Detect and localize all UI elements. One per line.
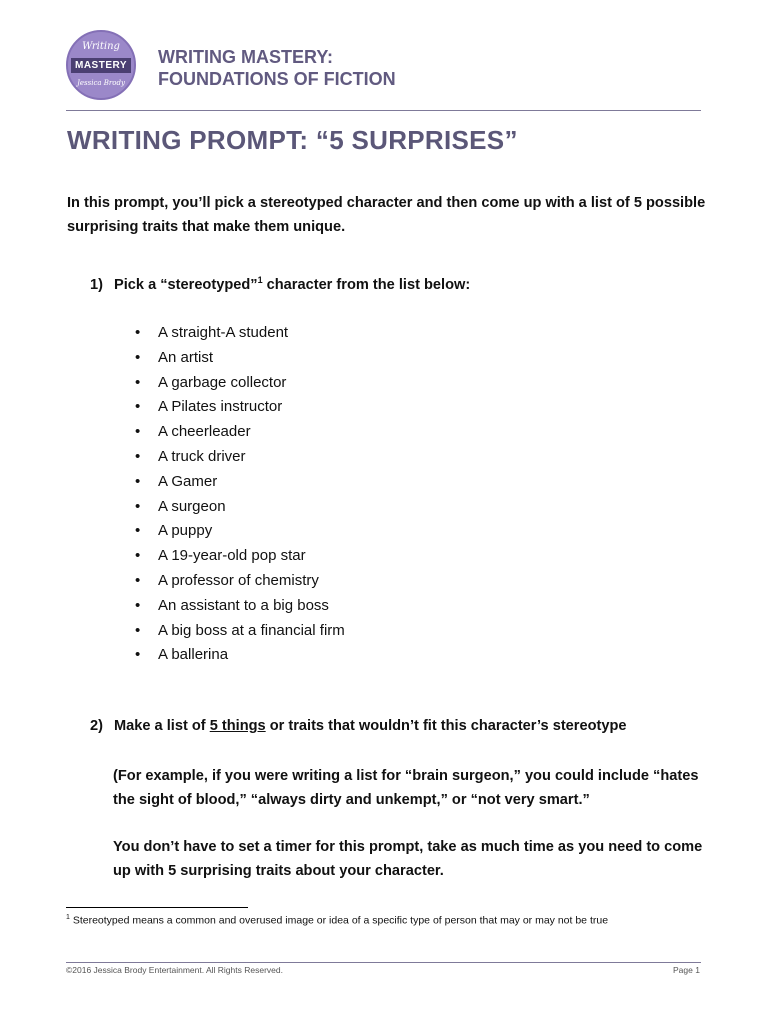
logo-author-text: Jessica Brody [77,79,125,87]
character-list-item [135,395,345,420]
character-label: An assistant to a big boss [158,596,329,614]
bullet-icon: • [135,522,141,540]
footnote [66,914,608,927]
course-title-line2: FOUNDATIONS OF FICTION [158,69,396,89]
bullet-icon: • [135,497,141,515]
footnote-reference: 1 [257,275,263,285]
step-2-text-after: or traits that wouldn’t fit this character’s stereotype [265,718,627,734]
character-label: A Pilates instructor [158,398,283,416]
character-list-item [135,346,345,371]
logo-script-text: Writing [82,41,120,52]
header-divider [66,110,701,111]
step-1-text-after: character from the list below: [262,276,471,293]
logo-band-text: MASTERY [71,58,131,73]
character-list-item [135,643,345,668]
character-label: A Gamer [158,472,218,490]
footnote-number: 1 [66,914,70,921]
character-list-item [135,371,345,396]
bullet-icon: • [135,324,141,341]
bullet-icon: • [135,547,141,565]
character-label: A cheerleader [158,423,251,441]
bullet-icon: • [135,423,141,441]
step-1-instruction [90,275,470,293]
example-paragraph: (For example, if you were writing a list for “brain surgeon,” you could include “hates the sight of blood,” “always dirty and unkempt,” or “not very smart.” [113,768,699,808]
bullet-icon: • [135,621,141,639]
character-list-item [135,420,345,445]
character-list-item [135,445,345,470]
step-2-instruction [90,718,627,734]
character-label: A garbage collector [158,373,287,391]
character-label: A truck driver [158,447,246,465]
character-label: A surgeon [158,497,226,515]
copyright-text: ©2016 Jessica Brody Entertainment. All Rights Reserved. [66,965,283,975]
bullet-icon: • [135,646,141,664]
step-2-underlined-text: 5 things [209,718,266,734]
course-title-line1: WRITING MASTERY: [158,47,333,67]
character-list-item [135,519,345,544]
bullet-icon: • [135,571,141,589]
prompt-title: WRITING PROMPT: “5 SURPRISES” [67,125,518,155]
footer-divider [66,962,701,963]
character-list [135,321,345,668]
character-list-item [135,470,345,495]
character-label: A professor of chemistry [158,571,319,589]
character-list-item [135,495,345,520]
bullet-icon: • [135,398,141,416]
intro-paragraph: In this prompt, you’ll pick a stereotyped character and then come up with a list of 5 possible surprising traits that make them unique. [67,195,706,235]
course-title [158,46,396,90]
step-1-number: 1) [90,276,103,293]
character-list-item [135,544,345,569]
footnote-divider [66,907,248,908]
timer-paragraph: You don’t have to set a timer for this prompt, take as much time as you need to come up with 5 surprising traits about your character. [113,839,703,879]
character-list-item [135,569,345,594]
character-label: A big boss at a financial firm [158,621,345,639]
bullet-icon: • [135,373,141,391]
character-list-item [135,594,345,619]
step-1-text-before: Pick a “stereotyped” [114,276,258,293]
character-list-item [135,321,345,346]
page-number: Page 1 [673,965,700,975]
character-list-item [135,619,345,644]
bullet-icon: • [135,447,141,465]
bullet-icon: • [135,348,141,366]
character-label: A straight-A student [158,324,289,341]
step-2-number: 2) [90,718,103,734]
footnote-text: Stereotyped means a common and overused image or idea of a specific type of person that may or may not be true [69,914,609,927]
writing-mastery-logo [66,30,136,100]
bullet-icon: • [135,596,141,614]
character-label: An artist [158,348,214,366]
character-label: A puppy [158,522,213,540]
character-label: A ballerina [158,646,229,664]
character-label: A 19-year-old pop star [158,547,306,565]
bullet-icon: • [135,472,141,490]
step-2-text-before: Make a list of [114,718,210,734]
